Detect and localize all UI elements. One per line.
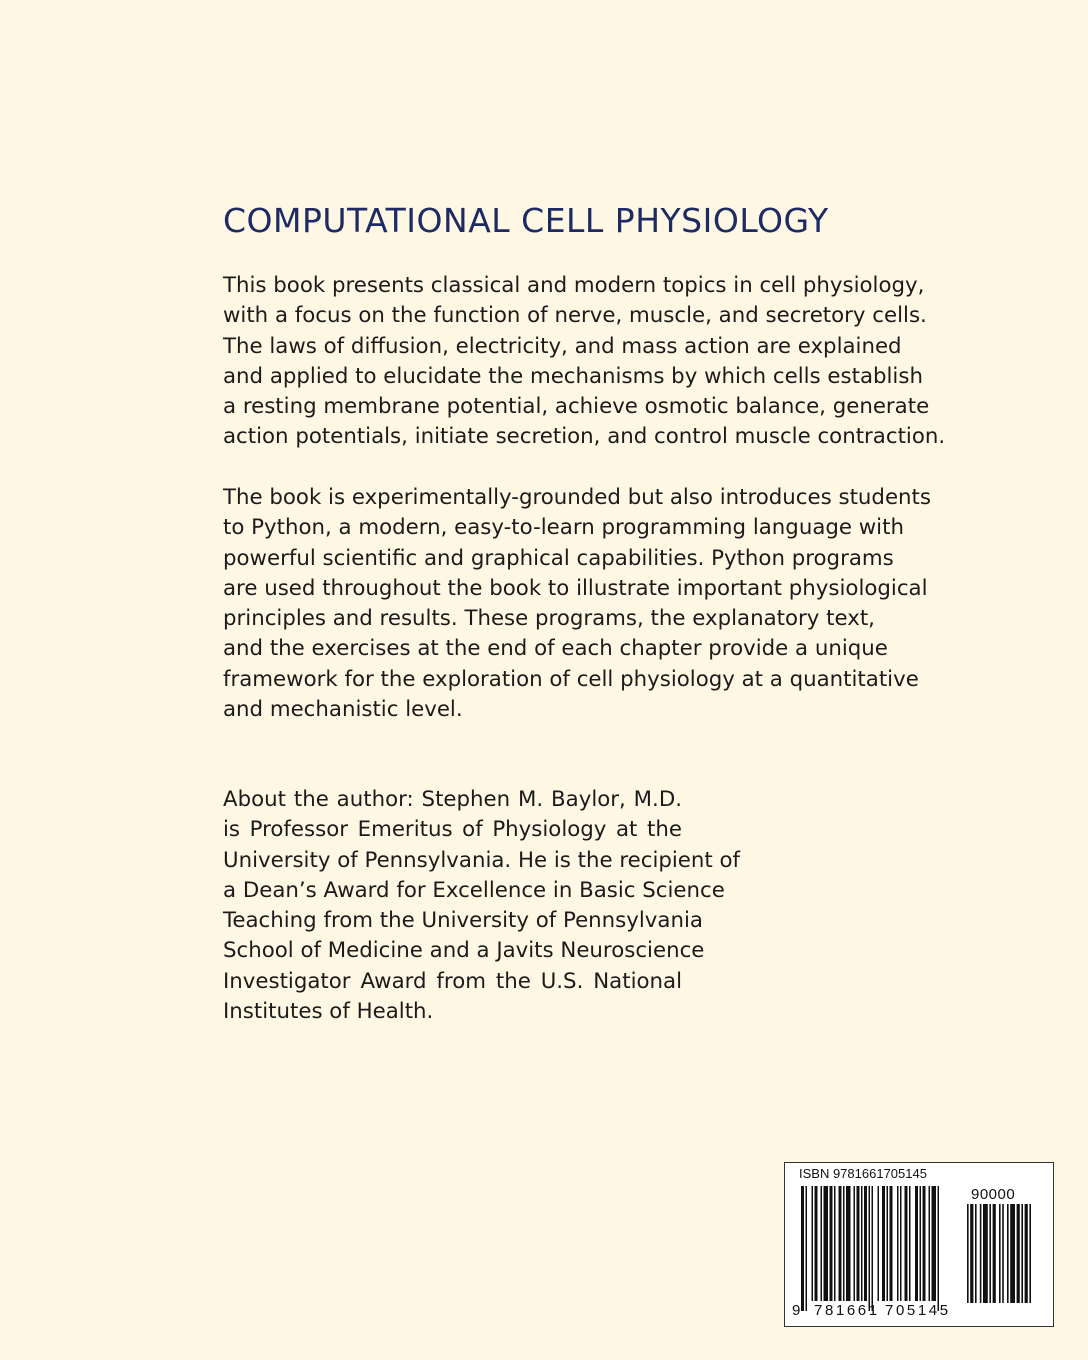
barcode-bar <box>932 1186 937 1301</box>
barcode-bar <box>869 1186 871 1311</box>
barcode-bar <box>843 1186 845 1301</box>
text-line: University of Pennsylvania. He is the recipient of <box>223 847 741 873</box>
barcode-bar <box>999 1204 1001 1303</box>
barcode-bar <box>967 1204 969 1303</box>
text-line: This book presents classical and modern topics in cell physiology, <box>223 273 925 298</box>
barcode-bar <box>882 1186 885 1301</box>
text-line: to Python, a modern, easy-to-learn programming language with <box>223 515 904 541</box>
barcode-bar <box>915 1186 918 1301</box>
text-line: principles and results. These programs, the explanatory text, <box>223 606 875 632</box>
text-line: The book is experimentally-grounded but also introduces students <box>223 485 931 510</box>
ean-right-digits: 705145 <box>885 1302 951 1319</box>
text-line: and mechanistic level. <box>223 697 463 723</box>
barcode-bar <box>938 1186 940 1311</box>
barcode-bar <box>897 1186 899 1301</box>
text-line: are used throughout the book to illustrate important physiological <box>223 575 928 601</box>
text-line: action potentials, initiate secretion, and control muscle contraction. <box>223 424 946 450</box>
text-line: framework for the exploration of cell physiology at a quantitative <box>223 666 919 692</box>
barcode-bar <box>815 1186 818 1301</box>
barcode-bar <box>1017 1204 1020 1303</box>
barcode-bar <box>909 1186 911 1301</box>
barcode-bar <box>821 1186 823 1301</box>
barcode-bar <box>834 1186 836 1301</box>
ean-first-digit: 9 <box>792 1302 801 1319</box>
barcode-bar <box>989 1204 991 1303</box>
text-line: and applied to elucidate the mechanisms by which cells establish <box>223 363 923 389</box>
barcode-bar <box>1025 1204 1028 1303</box>
barcode-bar <box>812 1186 814 1301</box>
barcode-bar <box>905 1186 908 1301</box>
text-line: and the exercises at the end of each chapter provide a unique <box>223 636 888 662</box>
barcode-bar <box>878 1186 880 1301</box>
barcode-bar <box>872 1186 874 1311</box>
description-paragraph-2 <box>223 483 931 725</box>
barcode-bar <box>1002 1204 1004 1303</box>
barcode-bars <box>785 1163 1052 1325</box>
barcode-bar <box>993 1204 996 1303</box>
barcode-bar <box>900 1186 902 1301</box>
barcode-bar <box>980 1204 982 1303</box>
barcode-bar <box>801 1186 804 1311</box>
barcode-bar <box>920 1186 922 1301</box>
price-addon-label: 90000 <box>971 1186 1016 1203</box>
about-author <box>223 785 741 1027</box>
barcode-bar <box>864 1186 867 1301</box>
book-title: COMPUTATIONAL CELL PHYSIOLOGY <box>223 201 829 240</box>
barcode-bar <box>839 1186 842 1301</box>
barcode-bar <box>1029 1204 1031 1303</box>
text-line: School of Medicine and a Javits Neuroscience <box>223 938 705 964</box>
text-line: a Dean’s Award for Excellence in Basic Science <box>223 877 725 903</box>
barcode-bar <box>929 1186 931 1301</box>
barcode-bar <box>890 1186 893 1301</box>
barcode-bar <box>887 1186 889 1301</box>
text-line: About the author: Stephen M. Baylor, M.D. <box>223 787 682 812</box>
text-line: Investigator Award from the U.S. National <box>223 968 682 994</box>
barcode-bar <box>983 1204 988 1303</box>
text-line: is Professor Emeritus of Physiology at the <box>223 817 682 843</box>
barcode-bar <box>1021 1204 1023 1303</box>
barcode-bar <box>923 1186 926 1301</box>
text-line: with a focus on the function of nerve, muscle, and secretory cells. <box>223 303 927 329</box>
barcode-bar <box>970 1204 973 1303</box>
text-line: a resting membrane potential, achieve osmotic balance, generate <box>223 394 930 420</box>
barcode-bar <box>861 1186 863 1301</box>
barcode-bar <box>857 1186 860 1301</box>
barcode-bar <box>1007 1204 1009 1303</box>
text-line: The laws of diffusion, electricity, and mass action are explained <box>223 333 902 359</box>
isbn-barcode <box>784 1162 1054 1327</box>
ean-left-digits: 781661 <box>814 1302 880 1319</box>
barcode-bar <box>824 1186 829 1301</box>
barcode-bar <box>830 1186 833 1301</box>
barcode-bar <box>854 1186 856 1301</box>
text-line: powerful scientific and graphical capabilities. Python programs <box>223 545 894 571</box>
barcode-bar <box>1010 1204 1015 1303</box>
description-paragraph-1 <box>223 271 946 453</box>
isbn-label: ISBN 9781661705145 <box>799 1166 927 1181</box>
barcode-bar <box>806 1186 808 1311</box>
text-line: Institutes of Health. <box>223 999 434 1025</box>
barcode-bar <box>975 1204 977 1303</box>
barcode-bar <box>846 1186 851 1301</box>
text-line: Teaching from the University of Pennsylvania <box>223 908 703 934</box>
